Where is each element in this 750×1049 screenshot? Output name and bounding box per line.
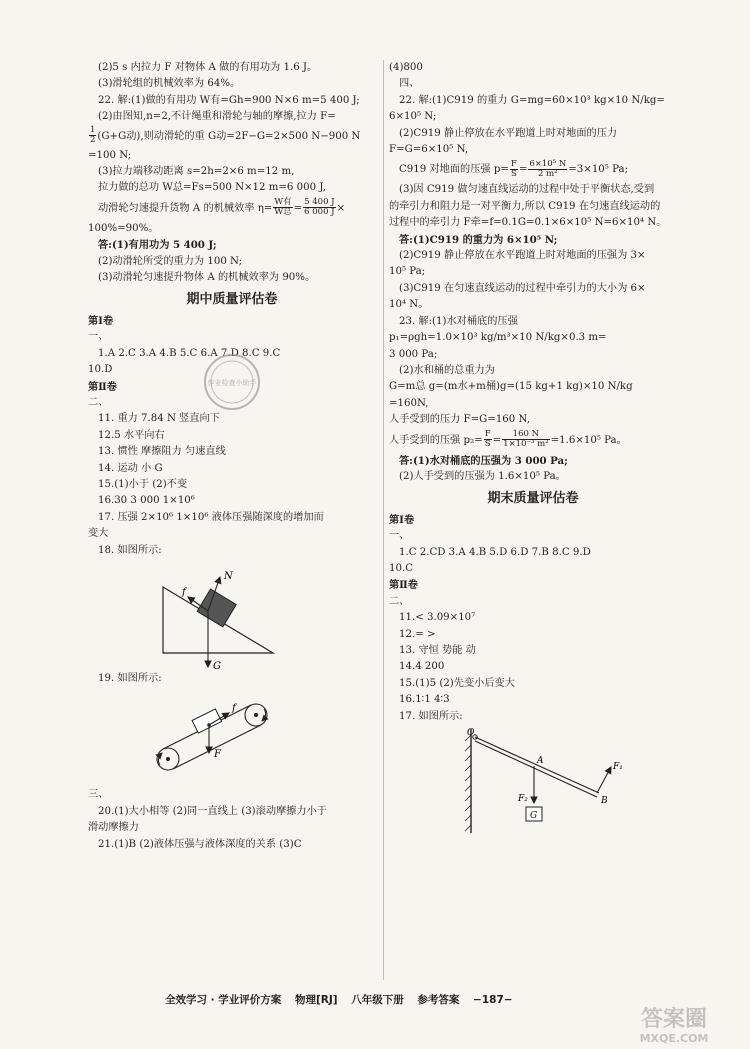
footer-brand: 全效学习 · 学业评价方案 bbox=[165, 994, 282, 1006]
answer-line: 答:(1)C919 的重力为 6×10⁵ N; bbox=[399, 233, 558, 246]
fill-answer: 16.30 3 000 1×10⁶ bbox=[98, 495, 195, 507]
label-o: O bbox=[467, 728, 475, 739]
text-line: =100 N; bbox=[88, 149, 132, 161]
formula-line-pressure: C919 对地面的压强 p= $\frac{F}{S}$ = $\frac{\text{6×10⁵ N}}{\text{2 m²}}$ =3×10⁵ Pa; bbox=[399, 158, 629, 179]
f1-arrow bbox=[597, 767, 611, 793]
exp-answer: 21.(1)B (2)液体压强与液体深度的关系 (3)C bbox=[98, 838, 302, 850]
text-line: 3 000 Pa; bbox=[389, 348, 438, 360]
answer-line: 答:(1)水对桶底的压强为 3 000 Pa; bbox=[399, 454, 568, 467]
fraction-fs: $\frac{F}{S}$ bbox=[510, 158, 517, 179]
label-g: G bbox=[213, 660, 221, 671]
text-line: 100%=90%。 bbox=[88, 222, 159, 234]
fill-answer: 13. 守恒 势能 动 bbox=[399, 645, 476, 656]
fraction-values: $\frac{160 N}{\text{1×10⁻³ m²}}$ bbox=[503, 429, 549, 450]
final-title: 期末质量评估卷 bbox=[487, 491, 579, 507]
lever-bottom bbox=[475, 741, 597, 797]
text-line: 拉力做的总功 W总=Fs=500 N×12 m=6 000 J, bbox=[98, 182, 327, 194]
footer-ref: 参考答案 bbox=[417, 994, 460, 1006]
label-a: A bbox=[537, 756, 544, 767]
belt-bottom bbox=[173, 725, 261, 769]
answer-line: 答:(1)有用功为 5 400 J; bbox=[98, 239, 217, 252]
figure-18-incline bbox=[88, 559, 376, 671]
text-line: (3)滑轮组的机械效率为 64%。 bbox=[98, 78, 241, 90]
watermark-logo bbox=[612, 1000, 737, 1045]
text-line: G=m总 g=(m水+m桶)g=(15 kg+1 kg)×10 N/kg bbox=[389, 381, 633, 393]
mc-answers: 1.C 2.CD 3.A 4.B 5.D 6.D 7.B 8.C 9.D bbox=[399, 546, 591, 558]
answer-line: (2)C919 静止停放在水平跑道上时对地面的压强为 3× bbox=[399, 250, 646, 262]
section-label: 二、 bbox=[88, 396, 109, 408]
stamp-text: 作业检查小助手 bbox=[207, 379, 257, 387]
midterm-title: 期中质量评估卷 bbox=[186, 292, 278, 308]
text-line: p₁=ρgh=1.0×10³ kg/m³×10 N/kg×0.3 m= bbox=[389, 332, 607, 344]
mc-answers: 1.A 2.C 3.A 4.B 5.C 6.A 7.D 8.C 9.C bbox=[98, 347, 281, 359]
fill-answer: 16.1∶1 4∶3 bbox=[399, 694, 450, 706]
label-f1: F₁ bbox=[613, 762, 623, 773]
box-on-belt bbox=[192, 709, 222, 733]
text-line: =160N, bbox=[389, 397, 429, 409]
right-column bbox=[389, 60, 677, 835]
label-f: f bbox=[232, 703, 236, 715]
answer-line: (3)C919 在匀速直线运动的过程中牵引力的大小为 6× bbox=[399, 282, 646, 294]
text-line: 22. 解:(1)做的有用功 W有=Gh=900 N×6 m=5 400 J; bbox=[98, 94, 360, 106]
formula-line-efficiency: 动滑轮匀速提升货物 A 的机械效率 η= $\frac{\text{W有}}{\text{W总}}$ = $\frac{5 400 J}{6 000 J}$ × bbox=[98, 197, 346, 218]
column-divider bbox=[383, 60, 384, 980]
section-label: 一、 bbox=[88, 331, 109, 343]
fraction-values: $\frac{\text{6×10⁵ N}}{\text{2 m²}}$ bbox=[529, 158, 567, 179]
text-line: 人手受到的压力 F=G=160 N, bbox=[389, 414, 531, 426]
text-line: 的牵引力和阻力是一对平衡力,所以 C919 在匀速直线运动的 bbox=[389, 200, 661, 212]
fraction-values: $\frac{5 400 J}{6 000 J}$ bbox=[304, 197, 335, 218]
fill-answer: 11.< 3.09×10⁷ bbox=[399, 612, 476, 624]
svg-text:答案圈: 答案圈 bbox=[640, 1007, 708, 1032]
section-label: 二、 bbox=[389, 595, 410, 607]
fill-answer: 12.5 水平向右 bbox=[98, 429, 165, 441]
exp-answer: 20.(1)大小相等 (2)同一直线上 (3)滚动摩擦力小于 bbox=[98, 805, 327, 817]
left-column bbox=[88, 60, 376, 853]
volume-label: 第Ⅱ卷 bbox=[88, 380, 117, 393]
answer-line: 10⁵ Pa; bbox=[389, 266, 426, 278]
fill-answer: 变大 bbox=[88, 528, 109, 540]
volume-label: 第Ⅱ卷 bbox=[389, 579, 418, 592]
figure-17-lever bbox=[389, 725, 677, 835]
fill-answer: 18. 如图所示: bbox=[98, 544, 162, 556]
label-n: N bbox=[224, 570, 233, 582]
label-b: B bbox=[601, 796, 608, 807]
svg-text:MXQE.COM: MXQE.COM bbox=[639, 1032, 709, 1045]
text-line: (2)5 s 内拉力 F 对物体 A 做的有用功为 1.6 J。 bbox=[98, 62, 318, 73]
label-g: G bbox=[530, 811, 538, 822]
text-line: (2)水和桶的总重力为 bbox=[399, 364, 495, 376]
text-line: 23. 解:(1)水对桶底的压强 bbox=[399, 315, 518, 327]
fill-answer: 14.4 200 bbox=[399, 661, 445, 673]
fill-answer: 17. 压强 2×10⁶ 1×10⁶ 液体压强随深度的增加而 bbox=[98, 511, 324, 523]
fraction-half: $\frac{1}{2}$ bbox=[90, 125, 96, 146]
volume-label: 第Ⅰ卷 bbox=[389, 513, 415, 526]
text-line: 6×10⁵ N; bbox=[389, 111, 437, 123]
volume-label: 第Ⅰ卷 bbox=[88, 314, 114, 327]
fill-answer: 15.(1)小于 (2)不变 bbox=[98, 478, 188, 490]
fill-answer: 13. 惯性 摩擦阻力 匀速直线 bbox=[98, 446, 226, 458]
answer-line: (2)动滑轮所受的重力为 100 N; bbox=[98, 255, 243, 267]
mc-answers: 10.D bbox=[88, 364, 113, 376]
text-line: (3)因 C919 做匀速直线运动的过程中处于平衡状态,受到 bbox=[399, 184, 655, 196]
fraction-fs: $\frac{F}{S}$ bbox=[484, 429, 491, 450]
formula-line-half: $\frac{1}{2}$ (G+G动),则动滑轮的重 G动=2F−G=2×500 N−900 N bbox=[90, 125, 361, 146]
answer-line: (3)动滑轮匀速提升物体 A 的机械效率为 90%。 bbox=[98, 272, 316, 284]
section-label: 一、 bbox=[389, 530, 410, 542]
fill-answer: 12.= > bbox=[399, 628, 436, 640]
footer-page-number: −187− bbox=[473, 994, 513, 1006]
text-line: 22. 解:(1)C919 的重力 G=mg=60×10³ kg×10 N/kg= bbox=[399, 94, 665, 106]
footer-subject: 物理[RJ] bbox=[294, 994, 338, 1006]
formula-line-pressure2: 人手受到的压强 p₂= $\frac{F}{S}$ = $\frac{160 N}{\text{1×10⁻³ m²}}$ =1.6×10⁵ Pa。 bbox=[389, 429, 627, 450]
text-line: (3)拉力端移动距离 s=2h=2×6 m=12 m, bbox=[98, 166, 295, 178]
text-line: (4)800 bbox=[389, 62, 423, 73]
fill-answer: 11. 重力 7.84 N 竖直向下 bbox=[98, 413, 220, 425]
fill-answer: 14. 运动 小 G bbox=[98, 462, 163, 474]
fraction-w: $\frac{\text{W有}}{\text{W总}}$ bbox=[274, 197, 292, 218]
mc-answers: 10.C bbox=[389, 562, 413, 574]
answer-line: 10⁴ N。 bbox=[389, 299, 429, 311]
answer-line: (2)人手受到的压强为 1.6×10⁵ Pa。 bbox=[399, 470, 566, 482]
text-line: (2)由图知,n=2,不计绳重和滑轮与轴的摩擦,拉力 F= bbox=[98, 111, 336, 123]
text-line: F=G=6×10⁵ N, bbox=[389, 144, 469, 156]
section-label: 三、 bbox=[88, 789, 109, 801]
text-line: 过程中的牵引力 F牵=f=0.1G=0.1×6×10⁵ N=6×10⁴ N。 bbox=[389, 217, 667, 229]
fill-answer: 19. 如图所示: bbox=[98, 672, 162, 684]
footer-grade: 八年级下册 bbox=[351, 994, 404, 1006]
text-line: (2)C919 静止停放在水平跑道上时对地面的压力 bbox=[399, 127, 618, 139]
fill-answer: 17. 如图所示: bbox=[399, 710, 463, 722]
exp-answer: 滑动摩擦力 bbox=[88, 822, 139, 834]
figure-19-conveyor bbox=[88, 687, 376, 787]
section-label: 四、 bbox=[399, 78, 420, 90]
fill-answer: 15.(1)5 (2)先变小后变大 bbox=[399, 677, 515, 689]
label-f2: F₂ bbox=[518, 794, 528, 805]
label-f: f bbox=[182, 586, 186, 598]
label-F: F bbox=[214, 749, 221, 761]
stamp-seal bbox=[202, 352, 262, 412]
